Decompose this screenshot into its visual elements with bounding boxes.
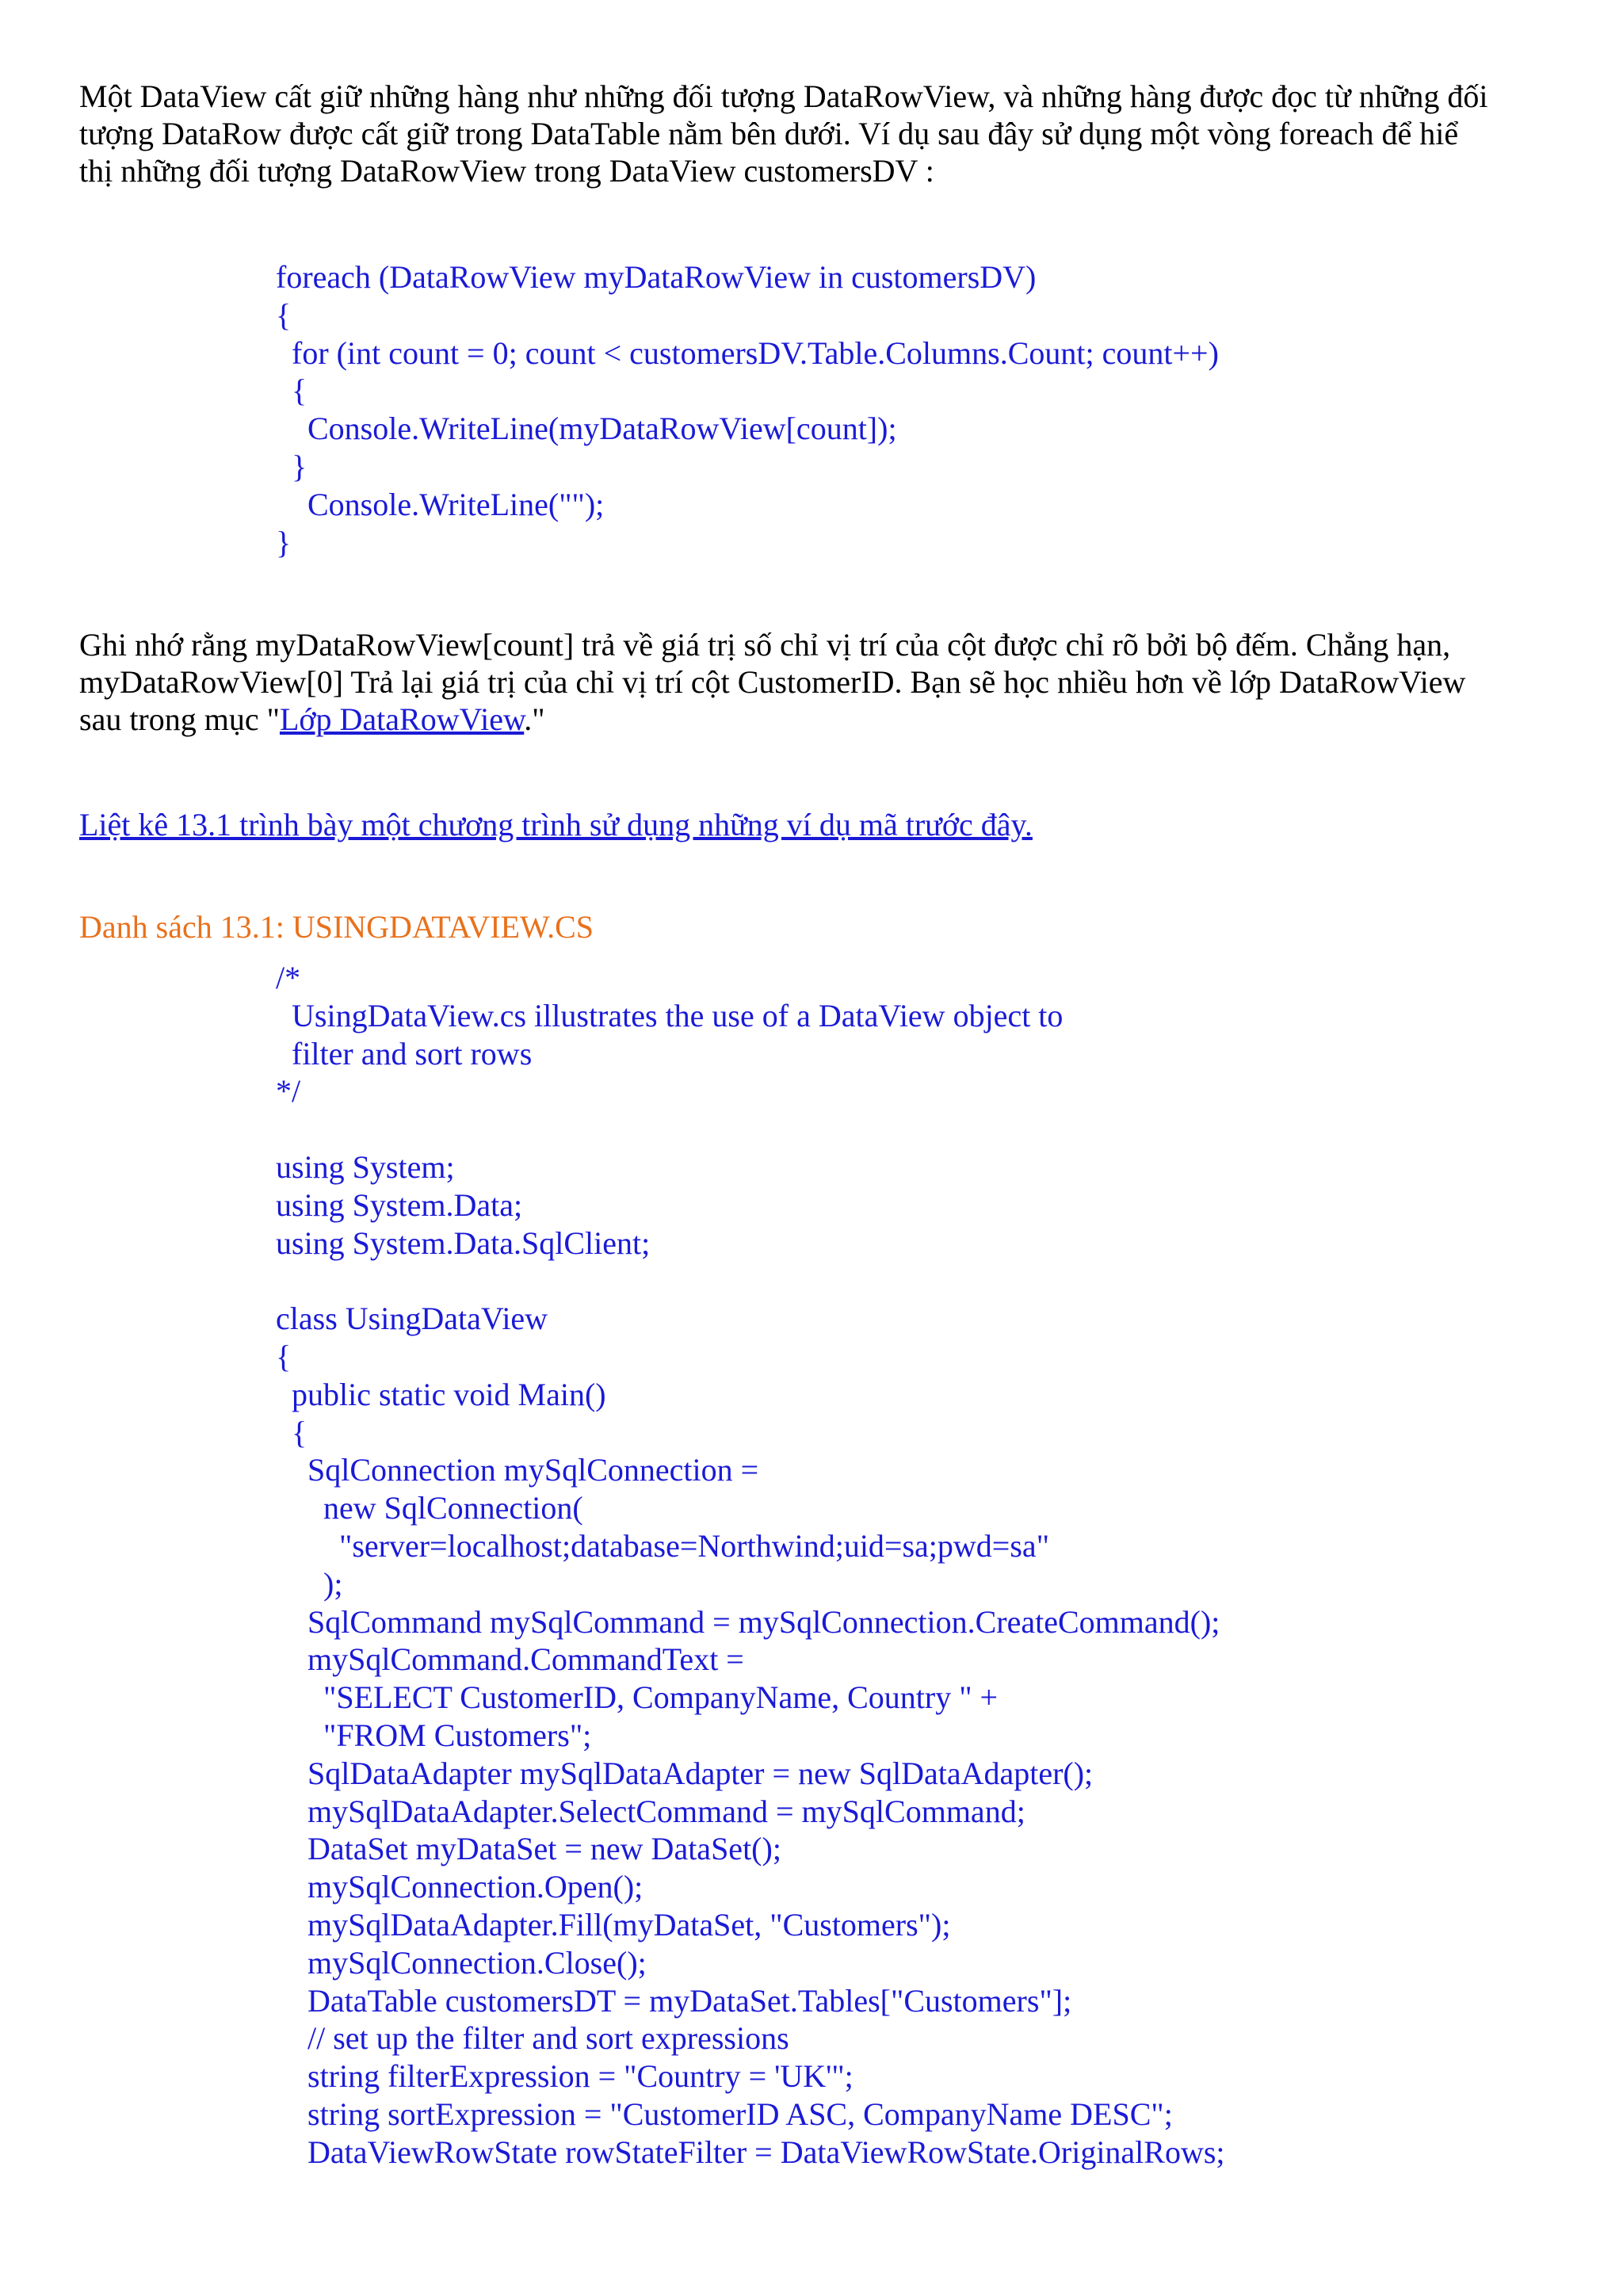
code-line: using System.Data.SqlClient;	[276, 1224, 651, 1261]
code-line: "FROM Customers";	[276, 1717, 592, 1753]
code-line: SqlCommand mySqlCommand = mySqlConnection.CreateCommand();	[276, 1603, 1220, 1640]
code-line: using System;	[276, 1148, 455, 1185]
note-text: ."	[524, 701, 545, 737]
listing-heading: Danh sách 13.1: USINGDATAVIEW.CS	[79, 909, 594, 945]
code-line: mySqlDataAdapter.SelectCommand = mySqlCommand;	[276, 1793, 1025, 1829]
code-line: filter and sort rows	[276, 1035, 533, 1072]
code-line: {	[276, 1338, 292, 1374]
code-line: mySqlConnection.Close();	[276, 1944, 647, 1981]
code-line	[276, 1262, 1225, 1300]
code-line: {	[276, 296, 292, 333]
code-line: // set up the filter and sort expressions	[276, 2020, 789, 2057]
listing-paragraph	[79, 806, 1569, 843]
code-line: public static void Main()	[276, 1376, 606, 1412]
code-line: for (int count = 0; count < customersDV.Table.Columns.Count; count++)	[276, 334, 1219, 371]
code-line: );	[276, 1565, 343, 1602]
code-line: Console.WriteLine("");	[276, 486, 605, 522]
code-line: DataSet myDataSet = new DataSet();	[276, 1831, 781, 1867]
listing-link[interactable]: Liệt kê 13.1 trình bày một chương trình sử dụng những ví dụ mã trước đây.	[79, 807, 1033, 842]
code-line: using System.Data;	[276, 1186, 523, 1223]
code-line: UsingDataView.cs illustrates the use of a DataView object to	[276, 997, 1064, 1033]
code-line: class UsingDataView	[276, 1301, 548, 1337]
code-line: "server=localhost;database=Northwind;uid=sa;pwd=sa"	[276, 1527, 1050, 1564]
note-line: Ghi nhớ rằng myDataRowView[count] trả về giá trị số chỉ vị trí của cột được chỉ rõ bởi bộ đếm. Chẳng hạn,	[79, 627, 1451, 663]
code-line: SqlDataAdapter mySqlDataAdapter = new SqlDataAdapter();	[276, 1755, 1094, 1791]
code-line: mySqlDataAdapter.Fill(myDataSet, "Customers");	[276, 1906, 951, 1943]
note-text: sau trong mục "	[79, 701, 280, 737]
code-line: {	[276, 1414, 307, 1450]
code-line: mySqlConnection.Open();	[276, 1869, 643, 1905]
code-line: */	[276, 1073, 301, 1110]
code-block-listing	[276, 959, 1225, 2172]
code-block-foreach	[276, 258, 1219, 561]
intro-paragraph	[79, 78, 1569, 189]
code-line	[276, 1110, 1225, 1148]
note-line	[79, 701, 1569, 738]
code-line: new SqlConnection(	[276, 1490, 583, 1526]
dataroview-class-link[interactable]: Lớp DataRowView	[279, 701, 525, 737]
code-line: }	[276, 524, 292, 560]
note-line: myDataRowView[0] Trả lại giá trị của chỉ vị trí cột CustomerID. Bạn sẽ học nhiều hơn về lớp DataRowView	[79, 664, 1466, 700]
code-line: foreach (DataRowView myDataRowView in customersDV)	[276, 259, 1037, 295]
code-line: SqlConnection mySqlConnection =	[276, 1452, 759, 1488]
code-line: {	[276, 372, 307, 409]
code-line: mySqlCommand.CommandText =	[276, 1641, 744, 1678]
intro-line: Một DataView cất giữ những hàng như những đối tượng DataRowView, và những hàng được đọc từ những đối	[79, 78, 1488, 114]
intro-line: thị những đối tượng DataRowView trong DataView customersDV :	[79, 153, 934, 189]
code-line: Console.WriteLine(myDataRowView[count]);	[276, 411, 897, 447]
intro-line: tượng DataRow được cất giữ trong DataTable nằm bên dưới. Ví dụ sau đây sử dụng một vòng foreach để hiể	[79, 116, 1459, 151]
code-line: string filterExpression = "Country = 'UK'";	[276, 2058, 854, 2095]
code-line: "SELECT CustomerID, CompanyName, Country " +	[276, 1679, 999, 1716]
code-line: }	[276, 448, 307, 484]
code-line: /*	[276, 960, 301, 995]
code-line: string sortExpression = "CustomerID ASC, CompanyName DESC";	[276, 2095, 1173, 2132]
code-line: DataViewRowState rowStateFilter = DataViewRowState.OriginalRows;	[276, 2134, 1225, 2170]
code-line: DataTable customersDT = myDataSet.Tables["Customers"];	[276, 1982, 1072, 2019]
note-paragraph	[79, 626, 1569, 738]
